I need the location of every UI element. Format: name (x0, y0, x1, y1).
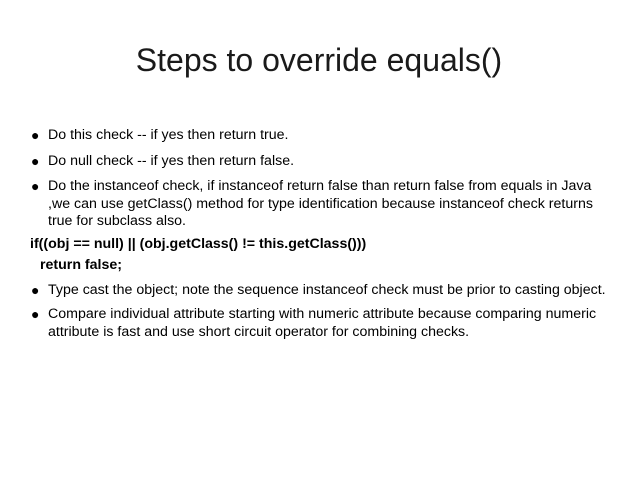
bullet-item (0, 306, 638, 341)
bullet-dot-icon: ● (31, 281, 40, 298)
slide-title: Steps to override equals() (135, 42, 503, 78)
bullet-item (0, 178, 638, 231)
bullet-item (0, 153, 638, 171)
bullet-dot-icon: ● (31, 178, 40, 194)
bullet-dot-icon: ● (31, 127, 40, 143)
bullet-dot-icon: ● (31, 306, 40, 322)
bullet-text: Compare individual attribute starting with numeric attribute because comparing numeric attribute is fast and use short circuit operator for combining checks. (48, 306, 597, 340)
code-line-if: if((obj == null) || (obj.getClass() != this.getClass())) (30, 235, 367, 252)
bullet-text: Do null check -- if yes then return false. (48, 152, 295, 169)
slide-content (0, 127, 638, 345)
bullet-dot-icon: ● (31, 152, 40, 169)
bullet-text: Do the instanceof check, if instanceof return false than return false from equals in Java ,we can use getClass() method for type identification because instanceof check returns true for subclass also. (48, 178, 593, 229)
bullet-text: Do this check -- if yes then return true. (48, 127, 289, 143)
code-line-return: return false; (40, 256, 122, 273)
bullet-item (0, 282, 638, 300)
bullet-text: Type cast the object; note the sequence instanceof check must be prior to casting object. (48, 281, 606, 298)
bullet-item (0, 127, 638, 145)
